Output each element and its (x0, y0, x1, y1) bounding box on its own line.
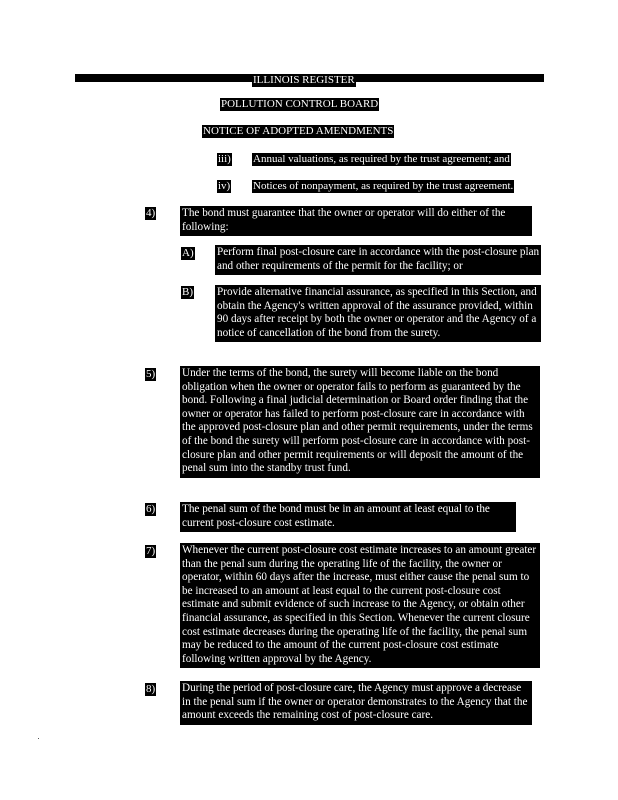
item-8-label: 8) (146, 683, 156, 695)
item-A-text (215, 245, 541, 275)
register-title: ILLINOIS REGISTER (253, 74, 355, 86)
item-A-paragraph: Perform final post-closure care in accordance with the post-closure plan and other requirements of the permit for the facility; or (217, 246, 540, 272)
board-title: POLLUTION CONTROL BOARD (221, 98, 379, 110)
item-7-label: 7) (146, 545, 156, 557)
notice-title: NOTICE OF ADOPTED AMENDMENTS (203, 125, 394, 137)
item-4-label: 4) (146, 207, 156, 219)
item-B-paragraph: Provide alternative financial assurance, as specified in this Section, and obtain the Agency's written approval of the assurance provided, within 90 days after receipt by both the owner or operator and the Agency of a notice of cancellation of the bond from the surety. (217, 286, 537, 339)
scan-speck (38, 738, 39, 739)
item-7-paragraph: Whenever the current post-closure cost estimate increases to an amount greater than the penal sum during the operating life of the facility, the owner or operator, within 60 days after the increase, must either cause the penal sum to be increased to an amount at least equal to the current post-closure cost estimate and submit evidence of such increase to the Agency, or obtain other financial assurance, as specified in this Section. Whenever the current closure cost estimate decreases during the operating life of the facility, the penal sum may be reduced to the amount of the current post-closure cost estimate following written approval by the Agency. (182, 544, 537, 665)
item-6-text (180, 502, 516, 532)
item-iv-label: iv) (218, 180, 231, 192)
item-B-label: B) (182, 286, 193, 298)
item-8-paragraph: During the period of post-closure care, the Agency must approve a decrease in the penal sum if the owner or operator demonstrates to the Agency that the amount exceeds the remaining cost of post-closure care. (182, 682, 528, 722)
item-6-paragraph: The penal sum of the bond must be in an amount at least equal to the current post-closure cost estimate. (182, 503, 490, 529)
item-iv-text: Notices of nonpayment, as required by the trust agreement. (253, 180, 514, 192)
item-iii-label: iii) (218, 153, 231, 165)
item-5-label: 5) (146, 368, 156, 380)
item-4-paragraph: The bond must guarantee that the owner or operator will do either of the following: (182, 207, 506, 233)
item-5-text (180, 366, 540, 478)
item-5-paragraph: Under the terms of the bond, the surety will become liable on the bond obligation when the owner or operator fails to perform as guaranteed by the bond. Following a final judicial determination or Board order finding that the owner or operator has failed to perform post-closure care in accordance with the approved post-closure plan and other permit requirements, under the terms of the bond the surety will perform post-closure care in accordance with post-closure plan and other permit requirements or will deposit the amount of the penal sum into the standby trust fund. (182, 367, 533, 475)
item-A-label: A) (182, 247, 194, 259)
item-B-text (215, 285, 541, 342)
item-8-text (180, 681, 532, 725)
item-7-text (180, 543, 540, 668)
item-6-label: 6) (146, 503, 156, 515)
item-4-text (180, 206, 532, 236)
item-iii-text: Annual valuations, as required by the trust agreement; and (253, 153, 510, 165)
